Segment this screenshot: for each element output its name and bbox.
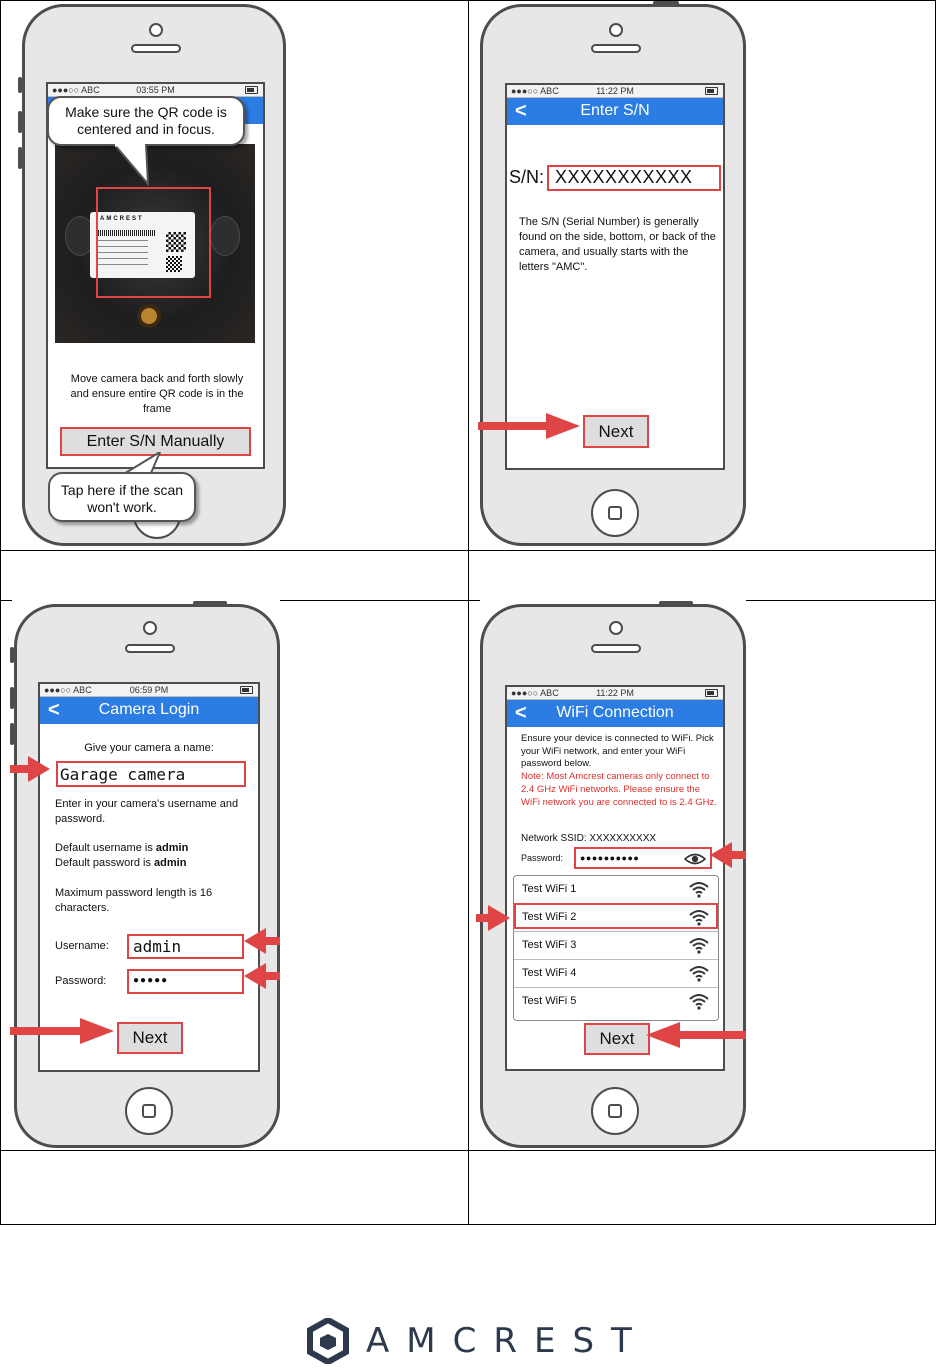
status-bar <box>507 687 723 700</box>
wifi-network-name: Test WiFi 2 <box>522 911 577 923</box>
default-password-value: admin <box>154 857 187 869</box>
sn-description: The S/N (Serial Number) is generally found on the side, bottom, or back of the camera, and usually starts with the letters "AMC". <box>519 216 716 273</box>
phone-speaker <box>131 44 181 53</box>
battery-icon <box>705 87 718 95</box>
back-chevron-icon[interactable]: < <box>48 699 60 721</box>
phone-mute-switch <box>18 77 22 93</box>
phone-volume-down <box>10 723 14 745</box>
next-button[interactable]: Next <box>584 1023 650 1055</box>
grid-row2-bottom <box>0 1150 936 1151</box>
phone-volume-up <box>10 687 14 709</box>
label-brand: AMCREST <box>100 216 144 222</box>
home-button[interactable] <box>125 1087 173 1135</box>
credentials-prompt: Enter in your camera's username and password. <box>55 798 239 825</box>
phone-volume-down <box>18 147 22 169</box>
default-username-value: admin <box>155 842 189 854</box>
callout-qr-focus <box>47 96 245 146</box>
amcrest-hexagon-logo-icon <box>306 1318 350 1364</box>
grid-table-bottom <box>0 1224 936 1225</box>
phone-speaker <box>591 644 641 653</box>
next-button[interactable]: Next <box>117 1022 183 1054</box>
phone-mute-switch <box>10 647 14 663</box>
camera-name-value: Garage camera <box>60 765 186 784</box>
scan-instructions: Move camera back and forth slowly and ensure entire QR code is in the frame <box>70 373 244 415</box>
arrow-to-username-icon <box>244 926 280 956</box>
camera-name-prompt: Give your camera a name: <box>84 742 214 754</box>
screen-wifi-connection <box>505 685 725 1071</box>
battery-icon <box>240 686 253 694</box>
wifi-network-item[interactable] <box>514 932 718 960</box>
phone-enter-sn <box>480 4 746 546</box>
phone-front-camera <box>149 23 163 37</box>
username-value: admin <box>133 937 182 956</box>
phone-power-button <box>659 601 693 605</box>
nav-bar <box>507 98 723 125</box>
username-label: Username: <box>55 940 109 952</box>
status-time: 11:22 PM <box>596 86 634 96</box>
carrier-signal: ●●●○○ ABC <box>44 685 92 695</box>
wifi-signal-icon <box>688 936 710 954</box>
arrow-to-password-icon <box>244 961 280 991</box>
wifi-signal-icon <box>688 964 710 982</box>
status-time: 06:59 PM <box>129 685 169 695</box>
wifi-signal-icon <box>688 880 710 898</box>
wifi-password-value: ●●●●●●●●●● <box>580 853 640 863</box>
status-bar <box>507 85 723 98</box>
wifi-network-item[interactable] <box>514 876 718 904</box>
network-ssid: Network SSID: XXXXXXXXXX <box>521 833 657 844</box>
phone-volume-up <box>18 111 22 133</box>
qr-focus-highlight <box>96 187 211 298</box>
phone-wifi-connection <box>480 604 746 1148</box>
wifi-network-name: Test WiFi 4 <box>522 967 577 979</box>
wifi-password-input[interactable] <box>574 847 712 869</box>
wifi-intro: Ensure your device is connected to WiFi. Pick your WiFi network, and enter your WiFi password below. <box>521 733 714 769</box>
phone-front-camera <box>143 621 157 635</box>
nav-bar <box>507 700 723 727</box>
arrow-to-selected-network-icon <box>476 903 512 933</box>
phone-camera-login <box>14 604 280 1148</box>
footer-brand-text: AMCREST <box>366 1321 649 1361</box>
callout-tap-here <box>48 472 196 522</box>
phone-speaker <box>125 644 175 653</box>
arrow-to-camera-name-icon <box>10 754 52 784</box>
phone-speaker <box>591 44 641 53</box>
selected-network-highlight <box>514 903 718 929</box>
next-button[interactable]: Next <box>583 415 649 448</box>
carrier-signal: ●●●○○ ABC <box>511 688 559 698</box>
home-button[interactable] <box>591 1087 639 1135</box>
grid-left <box>0 0 1 1225</box>
callout-qr-focus-text: Make sure the QR code is centered and in focus. <box>65 104 227 137</box>
default-username-text: Default username is <box>55 842 156 854</box>
screen-title: Camera Login <box>98 701 200 718</box>
carrier-signal: ●●●○○ ABC <box>52 85 100 95</box>
password-label: Password: <box>55 975 107 987</box>
mount-screw-hole <box>137 304 161 328</box>
carrier-signal: ●●●○○ ABC <box>511 86 559 96</box>
wifi-network-name: Test WiFi 1 <box>522 883 577 895</box>
sn-label: S/N: <box>509 167 545 187</box>
show-password-eye-icon[interactable] <box>684 852 706 866</box>
grid-caption1-bottom-left <box>0 600 12 601</box>
nav-bar <box>40 697 258 724</box>
callout-qr-focus-pointer <box>110 144 160 188</box>
wifi-network-list <box>513 875 719 1021</box>
status-time: 11:22 PM <box>596 688 634 698</box>
grid-middle <box>468 0 469 1225</box>
arrow-to-wifi-password-icon <box>710 840 746 870</box>
wifi-network-item[interactable] <box>514 988 718 1016</box>
default-password-line <box>55 856 255 871</box>
arrow-to-next-icon <box>10 1016 116 1046</box>
status-time: 03:55 PM <box>136 85 175 95</box>
phone-front-camera <box>609 23 623 37</box>
status-bar <box>40 684 258 697</box>
phone-power-button <box>193 601 227 605</box>
screen-title: Enter S/N <box>580 102 650 119</box>
wifi-network-name: Test WiFi 5 <box>522 995 577 1007</box>
screen-camera-login <box>38 682 260 1072</box>
username-input[interactable] <box>127 934 244 959</box>
arrow-to-next-icon <box>478 411 582 441</box>
password-value: ●●●●● <box>133 975 169 986</box>
wifi-signal-icon <box>688 992 710 1010</box>
grid-row1-bottom <box>0 550 936 551</box>
default-password-text: Default password is <box>55 857 155 869</box>
back-chevron-icon[interactable]: < <box>515 702 527 724</box>
default-username-line <box>55 841 255 856</box>
enter-sn-manually-button[interactable]: Enter S/N Manually <box>60 427 251 456</box>
back-chevron-icon[interactable]: < <box>515 100 527 122</box>
phone-front-camera <box>609 621 623 635</box>
grid-caption1-bottom-right <box>746 600 936 601</box>
arrow-to-next-icon <box>646 1020 746 1050</box>
wifi-network-name: Test WiFi 3 <box>522 939 577 951</box>
grid-caption1-bottom-mid <box>280 600 480 601</box>
callout-tap-here-text: Tap here if the scan won't work. <box>60 482 184 515</box>
password-input[interactable] <box>127 969 244 994</box>
max-password-note: Maximum password length is 16 characters. <box>55 887 213 914</box>
sn-input-value: XXXXXXXXXXX <box>555 167 693 187</box>
camera-mount-right <box>210 216 240 256</box>
sn-input[interactable] <box>547 165 721 191</box>
battery-icon <box>245 86 258 94</box>
home-button[interactable] <box>591 489 639 537</box>
screen-title: WiFi Connection <box>556 704 674 721</box>
wifi-note: Note: Most Amcrest cameras only connect to 2.4 GHz WiFi networks. Please ensure the WiFi network you are connected to is 2.4 GHz. <box>521 771 717 808</box>
wifi-password-label: Password: <box>521 853 564 863</box>
camera-name-input[interactable] <box>56 761 246 787</box>
amcrest-footer-logo <box>300 1316 649 1366</box>
wifi-network-item[interactable] <box>514 960 718 988</box>
phone-power-button <box>653 1 679 5</box>
battery-icon <box>705 689 718 697</box>
